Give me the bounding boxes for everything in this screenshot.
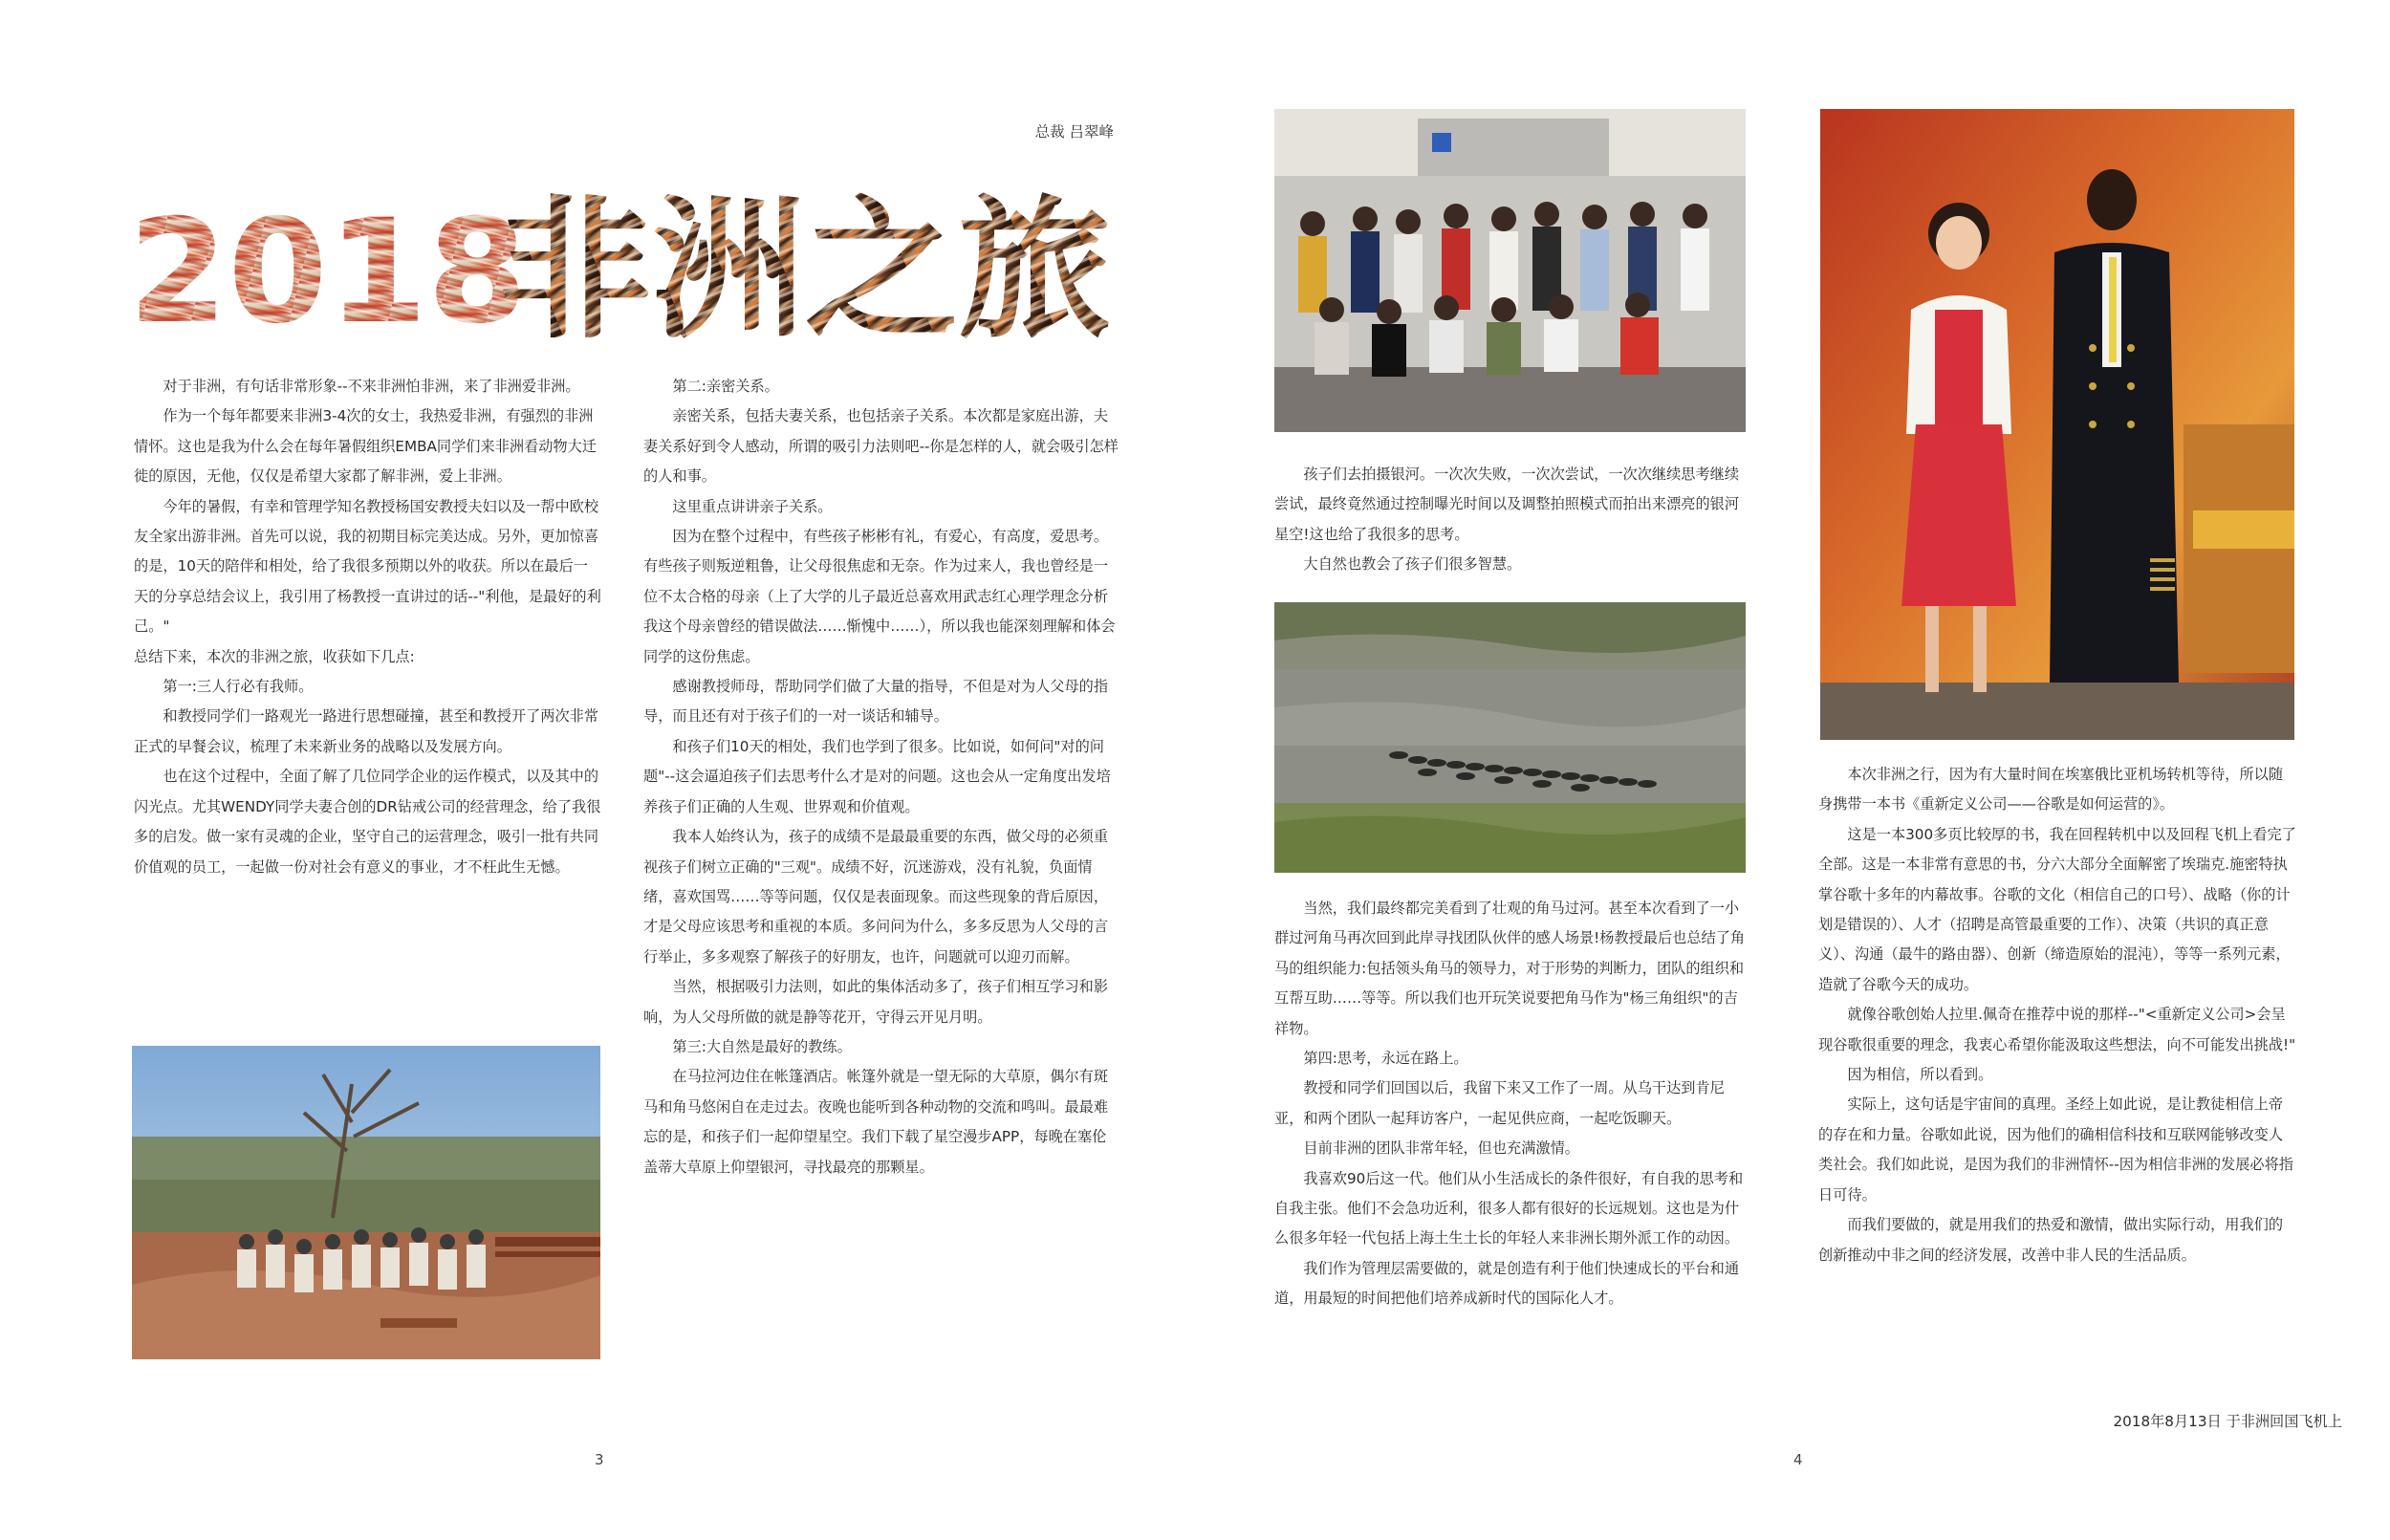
portrait-photo-with-pilot	[1820, 109, 2294, 740]
paragraph: 我们作为管理层需要做的，就是创造有利于他们快速成长的平台和通道，用最短的时间把他们培养成新时代的国际化人才。	[1274, 1259, 1740, 1308]
section-heading: 第四:思考，永远在路上。	[1303, 1050, 1468, 1068]
group-photo-safari-terrace	[132, 1046, 600, 1359]
paragraph: 总结下来，本次的非洲之旅，收获如下几点:	[134, 647, 415, 665]
title-cn-text: 非洲之旅	[499, 181, 1112, 348]
section-heading: 第一:三人行必有我师。	[163, 678, 314, 696]
group-photo-office	[1274, 109, 1746, 432]
text-column-3b	[1274, 894, 1749, 1314]
paragraph: 感谢教授师母，帮助同学们做了大量的指导，不但是对为人父母的指导，而且还有对于孩子们的一对一谈话和辅导。	[643, 678, 1109, 726]
signoff-date: 2018年8月13日 于非洲回国飞机上	[2113, 1413, 2342, 1430]
paragraph: 本次非洲之行，因为有大量时间在埃塞俄比亚机场转机等待，所以随身携带一本书《重新定义公司——谷歌是如何运营的》。	[1818, 766, 2284, 813]
paragraph: 大自然也教会了孩子们很多智慧。	[1303, 555, 1522, 574]
paragraph: 在马拉河边住在帐篷酒店。帐篷外就是一望无际的大草原，偶尔有斑马和角马悠闲自在走过去。夜晚也能听到各种动物的交流和鸣叫。最最难忘的是，和孩子们一起仰望星空。我们下载了星空漫步APP，每晚在塞伦盖蒂大草原上仰望银河，寻找最亮的那颗星。	[643, 1068, 1109, 1176]
article-title	[128, 178, 1132, 348]
paragraph: 因为相信，所以看到。	[1847, 1066, 1993, 1084]
paragraph: 因为在整个过程中，有些孩子彬彬有礼，有爱心，有高度，爱思考。有些孩子则叛逆粗鲁，让父母很焦虑和无奈。作为过来人，我也曾经是一位不太合格的母亲（上了大学的儿子最近总喜欢用武志红心理学理念分析我这个母亲曾经的错误做法……惭愧中……），所以我也能深刻理解和体会同学的这份焦虑。	[643, 528, 1116, 665]
page-number: 3	[595, 1451, 604, 1468]
paragraph: 亲密关系，包括夫妻关系，也包括亲子关系。本次都是家庭出游，夫妻关系好到令人感动，所谓的吸引力法则吧--你是怎样的人，就会吸引怎样的人和事。	[643, 407, 1119, 486]
paragraph: 作为一个每年都要来非洲3-4次的女士，我热爱非洲，有强烈的非洲情怀。这也是我为什么会在每年暑假组织EMBA同学们来非洲看动物大迁徙的原因，无他，仅仅是希望大家都了解非洲，爱上非洲。	[134, 407, 597, 486]
text-column-4	[1818, 760, 2296, 1270]
paragraph: 和孩子们10天的相处，我们也学到了很多。比如说，如何问"对的问题"--这会逼迫孩子们去思考什么才是对的问题。这也会从一定角度出发培养孩子们正确的人生观、世界观和价值观。	[643, 737, 1111, 815]
text-column-3	[1274, 460, 1749, 580]
paragraph: 也在这个过程中，全面了解了几位同学企业的运作模式，以及其中的闪光点。尤其WENDY同学夫妻合创的DR钻戒公司的经营理念，给了我很多的启发。做一家有灵魂的企业，坚守自己的运营理念，吸引一批有共同价值观的员工，一起做一份对社会有意义的事业，才不枉此生无憾。	[134, 768, 601, 876]
paragraph: 教授和同学们回国以后，我留下来又工作了一周。从乌干达到肯尼亚，和两个团队一起拜访客户，一起见供应商，一起吃饭聊天。	[1274, 1079, 1725, 1127]
paragraph: 实际上，这句话是宇宙间的真理。圣经上如此说，是让教徒相信上帝的存在和力量。谷歌如此说，因为他们的确相信科技和互联网能够改变人类社会。我们如此说，是因为我们的非洲情怀--因为相信非洲的发展必将指日可待。	[1818, 1095, 2293, 1204]
title-year-text: 2018	[128, 189, 528, 348]
paragraph: 当然，根据吸引力法则，如此的集体活动多了，孩子们相互学习和影响，为人父母所做的就是静等花开，守得云开见月明。	[643, 978, 1109, 1026]
author-byline: 总裁 吕翠峰	[1034, 123, 1114, 141]
paragraph: 而我们要做的，就是用我们的热爱和激情，做出实际行动，用我们的创新推动中非之间的经济发展，改善中非人民的生活品质。	[1818, 1216, 2284, 1264]
paragraph: 今年的暑假，有幸和管理学知名教授杨国安教授夫妇以及一帮中欧校友全家出游非洲。首先可以说，我的初期目标完美达成。另外，更加惊喜的是，10天的陪伴和相处，给了我很多预期以外的收获。所以在最后一天的分享总结会议上，我引用了杨教授一直讲过的话--"利他，是最好的利己。"	[134, 497, 601, 636]
page-number: 4	[1793, 1451, 1803, 1468]
section-heading: 第二:亲密关系。	[672, 378, 779, 395]
text-column-2	[643, 372, 1119, 1182]
section-heading: 第三:大自然是最好的教练。	[672, 1037, 852, 1055]
wildebeest-river-crossing-photo	[1274, 602, 1746, 873]
text-column-1	[134, 372, 602, 882]
paragraph: 我喜欢90后这一代。他们从小生活成长的条件很好，有自我的思考和自我主张。他们不会急功近利，很多人都有很好的长远规划。这也是为什么很多年轻一代包括上海土生土长的年轻人来非洲长期外派工作的动因。	[1274, 1169, 1744, 1247]
paragraph: 我本人始终认为，孩子的成绩不是最最重要的东西，做父母的必须重视孩子们树立正确的"三观"。成绩不好，沉迷游戏，没有礼貌，负面情绪，喜欢国骂……等等问题，仅仅是表面现象。而这些现象的背后原因，才是父母应该思考和重视的本质。多问问为什么，多多反思为人父母的言行举止，多多观察了解孩子的好朋友，也许，问题就可以迎刃而解。	[643, 828, 1109, 965]
paragraph: 当然，我们最终都完美看到了壮观的角马过河。甚至本次看到了一小群过河角马再次回到此岸寻找团队伙伴的感人场景!杨教授最后也总结了角马的组织能力:包括领头角马的领导力，对于形势的判断力，团队的组织和互帮互助……等等。所以我们也开玩笑说要把角马作为"杨三角组织"的吉祥物。	[1274, 900, 1746, 1037]
paragraph: 就像谷歌创始人拉里.佩奇在推荐中说的那样--"<重新定义公司>会呈现谷歌很重要的理念，我衷心希望你能汲取这些想法，向不可能发出挑战!"	[1818, 1006, 2296, 1053]
right-page	[1195, 0, 2390, 1540]
paragraph: 孩子们去拍摄银河。一次次失败，一次次尝试，一次次继续思考继续尝试，最终竟然通过控制曝光时间以及调整拍照模式而拍出来漂亮的银河星空!这也给了我很多的思考。	[1274, 466, 1740, 543]
paragraph: 这是一本300多页比较厚的书，我在回程转机中以及回程飞机上看完了全部。这是一本非常有意思的书，分六大部分全面解密了埃瑞克.施密特执掌谷歌十多年的内幕故事。谷歌的文化（相信自己的口号）、战略（你的计划是错误的）、人才（招聘是高管最重要的工作）、决策（共识的真正意义）、沟通（最牛的路由器）、创新（缔造原始的混沌），等等一系列元素，造就了谷歌今天的成功。	[1818, 825, 2296, 993]
paragraph: 目前非洲的团队非常年轻，但也充满激情。	[1303, 1139, 1579, 1158]
paragraph: 和教授同学们一路观光一路进行思想碰撞，甚至和教授开了两次非常正式的早餐会议，梳理了未来新业务的战略以及发展方向。	[134, 707, 599, 755]
paragraph: 对于非洲，有句话非常形象--不来非洲怕非洲，来了非洲爱非洲。	[163, 378, 580, 395]
paragraph: 这里重点讲讲亲子关系。	[672, 497, 833, 515]
